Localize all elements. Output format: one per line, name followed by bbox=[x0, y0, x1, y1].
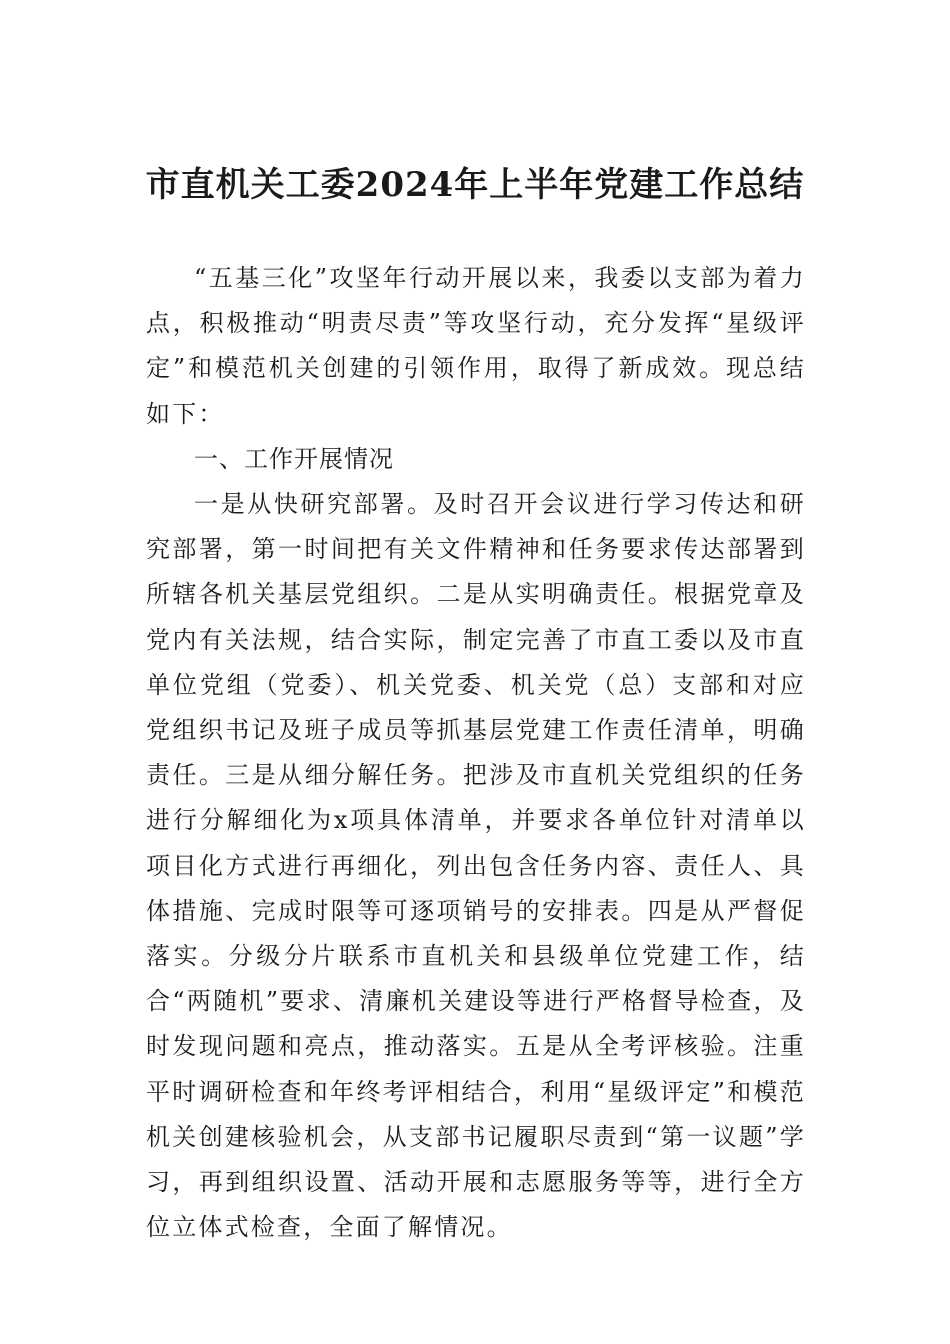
section-paragraph: 一是从快研究部署。及时召开会议进行学习传达和研究部署，第一时间把有关文件精神和任务要求传达部署到所辖各机关基层党组织。二是从实明确责任。根据党章及党内有关法规，结合实际，制定完善了市直工委以及市直单位党组（党委）、机关党委、机关党（总）支部和对应党组织书记及班子成员等抓基层党建工作责任清单，明确责任。三是从细分解任务。把涉及市直机关党组织的任务进行分解细化为x项具体清单，并要求各单位针对清单以项目化方式进行再细化，列出包含任务内容、责任人、具体措施、完成时限等可逐项销号的安排表。四是从严督促落实。分级分片联系市直机关和县级单位党建工作，结合“两随机”要求、清廉机关建设等进行严格督导检查，及时发现问题和亮点，推动落实。五是从全考评核验。注重平时调研检查和年终考评相结合，利用“星级评定”和模范机关创建核验机会，从支部书记履职尽责到“第一议题”学习，再到组织设置、活动开展和志愿服务等等，进行全方位立体式检查，全面了解情况。 bbox=[146, 490, 806, 1242]
document-body bbox=[146, 256, 806, 1250]
intro-paragraph: “五基三化”攻坚年行动开展以来，我委以支部为着力点，积极推动“明责尽责”等攻坚行动，充分发挥“星级评定”和模范机关创建的引领作用，取得了新成效。现总结如下： bbox=[146, 264, 806, 428]
section-heading: 一、工作开展情况 bbox=[194, 444, 394, 473]
document-title: 市直机关工委2024年上半年党建工作总结 bbox=[145, 165, 805, 205]
